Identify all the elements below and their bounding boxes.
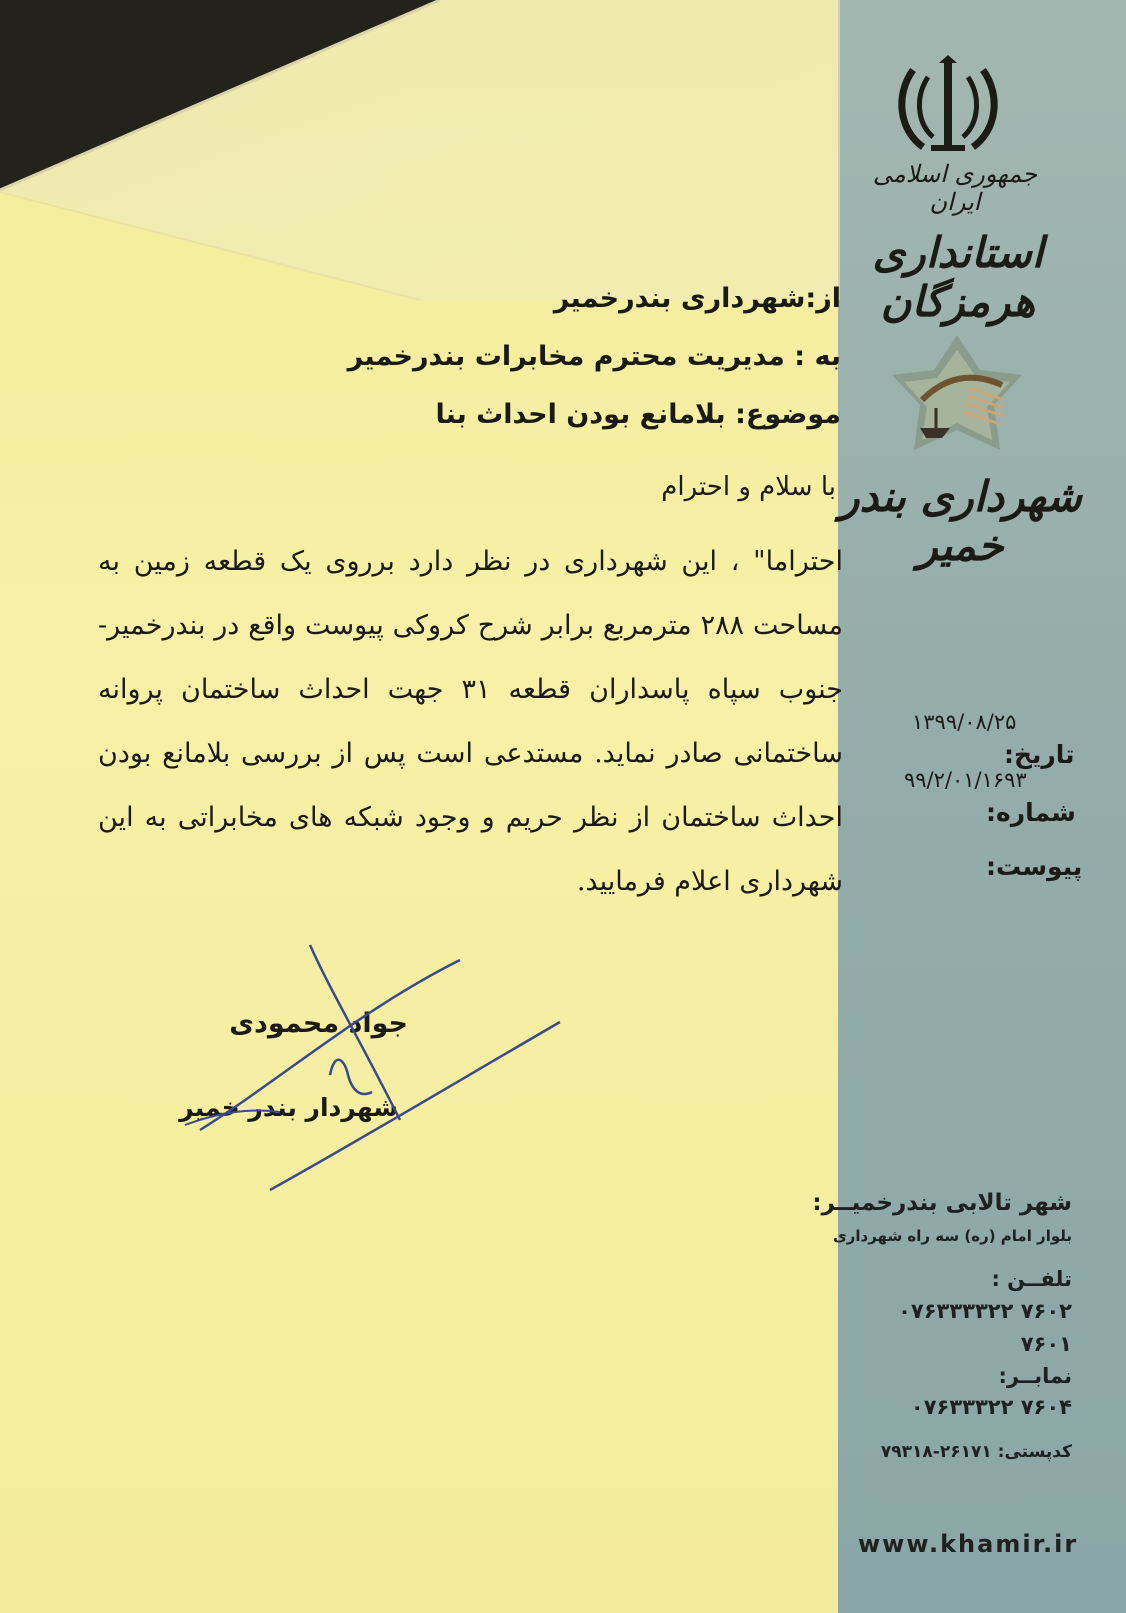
iran-emblem-icon xyxy=(893,55,1003,155)
municipality-title: شهرداری بندر خمیر xyxy=(839,472,1082,570)
greeting: با سلام و احترام xyxy=(661,472,836,502)
footer-city: شهر تالابی بندرخمیــر: xyxy=(812,1190,1072,1216)
letter-number-label: شماره: xyxy=(986,798,1076,827)
signer-name: جواد محمودی xyxy=(229,1008,408,1039)
footer-address: بلوار امام (ره) سه راه شهرداری xyxy=(833,1227,1072,1245)
fax-number: ۰۷۶۳۳۳۲۲ ۷۶۰۴ xyxy=(910,1395,1072,1419)
municipality-logo-icon xyxy=(882,330,1032,470)
from-line: از:شهرداری بندرخمیر xyxy=(553,283,841,314)
to-line: به : مدیریت محترم مخابرات بندرخمیر xyxy=(347,341,841,372)
phone-number: ۰۷۶۳۳۳۳۲۲ ۷۶۰۲ xyxy=(898,1299,1072,1323)
postal-code: کدپستی: ۲۶۱۷۱-۷۹۳۱۸ xyxy=(880,1442,1072,1462)
fax-label: نمابــر: xyxy=(998,1364,1072,1388)
phone-extension: ۷۶۰۱ xyxy=(1020,1332,1072,1356)
letter-header xyxy=(348,270,841,444)
republic-title: جمهوری اسلامی ایران xyxy=(872,160,1038,216)
signer-title: شهردار بندر خمیر xyxy=(179,1093,398,1122)
date-value: ۱۳۹۹/۰۸/۲۵ xyxy=(912,710,1017,734)
letter-body: احتراما" ، این شهرداری در نظر دارد برروی یک قطعه زمین به مساحت ۲۸۸ مترمربع برابر شرح کروکی پیوست واقع در بندرخمیر- جنوب سپاه پاسداران قطعه ۳۱ جهت احداث ساختمان پروانه ساختمانی صادر نماید. مستدعی است پس از بررسی بلامانع بودن احداث ساختمان از نظر حریم و وجود شبکه های مخابراتی به این شهرداری اعلام فرمایید. xyxy=(98,546,843,897)
contact-footer xyxy=(812,1185,1072,1472)
website-link[interactable]: www.khamir.ir xyxy=(858,1530,1079,1558)
province-title: استانداری هرمزگان xyxy=(872,228,1044,326)
phone-label: تلفــن : xyxy=(991,1267,1072,1291)
attachment-label: پیوست: xyxy=(986,852,1083,881)
letter-number-value: ۹۹/۲/۰۱/۱۶۹۳ xyxy=(904,768,1027,792)
subject-line: موضوع: بلامانع بودن احداث بنا xyxy=(435,399,841,430)
date-label: تاریخ: xyxy=(1004,740,1075,769)
